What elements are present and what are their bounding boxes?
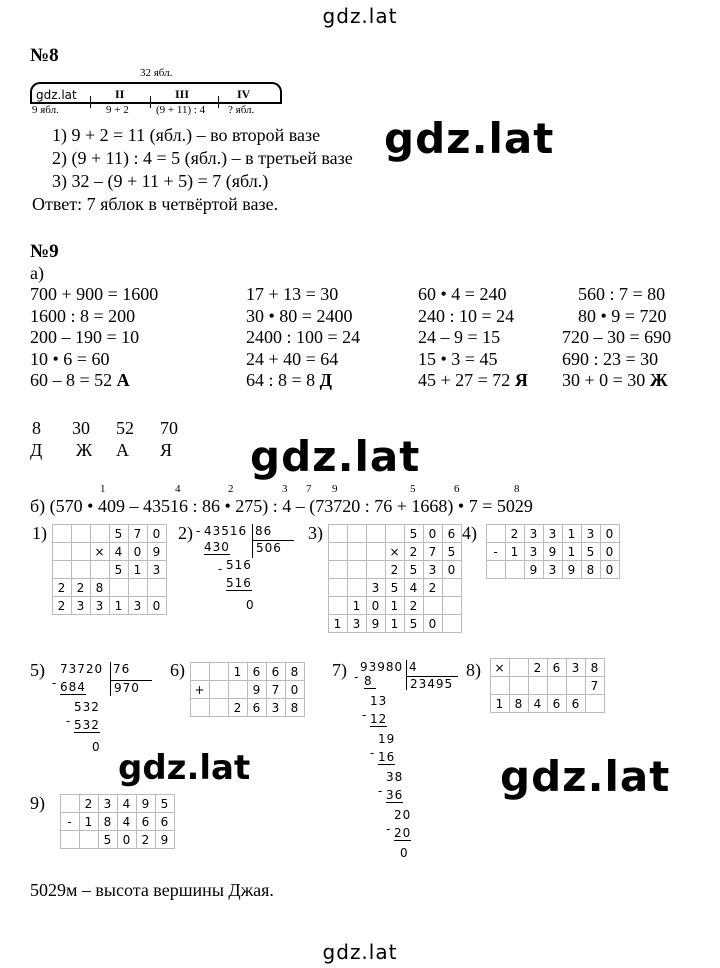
calc-6-grid: 1 6 6 8 + 9 7 0 2 6 3 8 <box>190 662 305 717</box>
decode-let-2: Ж <box>76 440 93 460</box>
task9-part-a: а) <box>30 263 44 283</box>
decode-let-4: Я <box>160 440 173 460</box>
diagram-tick-3 <box>218 96 219 108</box>
equations-col-4 <box>562 284 671 392</box>
eq-1-2: 1600 : 8 = 200 <box>30 305 136 326</box>
diagram-sub-1: 9 ябл. <box>32 104 59 116</box>
calc-3-grid: 5 0 6 × 2 7 5 2 5 3 0 3 5 4 2 1 0 1 2 1 3 9 1 5 0 <box>328 524 462 633</box>
label-6: 6) <box>170 660 185 680</box>
label-3: 3) <box>308 523 323 543</box>
decode-num-1: 8 <box>32 418 41 438</box>
eq-3-2: 240 : 10 = 24 <box>418 305 515 326</box>
order-1: 1 <box>100 483 106 495</box>
eq-3-letter: Я <box>514 370 528 390</box>
diagram-tick-1 <box>90 96 91 108</box>
calc-1-grid: 5 7 0 × 4 0 9 5 1 3 2 2 8 2 3 3 1 3 0 <box>52 524 167 615</box>
watermark-large-3: gdz.lat <box>118 748 251 788</box>
eq-4-2: 80 • 9 = 720 <box>578 305 667 326</box>
order-4: 4 <box>175 483 181 495</box>
diagram-seg-2: II <box>115 87 125 101</box>
label-5: 5) <box>30 660 45 680</box>
diagram-total: 32 ябл. <box>140 67 173 79</box>
watermark-large-4: gdz.lat <box>500 752 671 801</box>
diagram-tick-2 <box>150 96 151 108</box>
eq-3-3: 24 – 9 = 15 <box>418 327 501 347</box>
decode-num-2: 30 <box>72 418 90 438</box>
watermark-large-2: gdz.lat <box>250 432 421 481</box>
eq-2-1: 17 + 13 = 30 <box>246 284 339 304</box>
eq-4-4: 690 : 23 = 30 <box>562 348 659 369</box>
order-8: 8 <box>514 483 520 495</box>
label-4: 4) <box>462 523 477 543</box>
eq-4-letter: Ж <box>649 370 668 390</box>
watermark-top: gdz.lat <box>322 4 398 28</box>
label-2: 2) <box>178 523 193 543</box>
task8-line-1: 1) 9 + 2 = 11 (ябл.) – во второй вазе <box>52 125 321 145</box>
diagram-sub-4: ? ябл. <box>228 104 255 116</box>
diagram-sub-3: (9 + 11) : 4 <box>156 104 206 116</box>
order-5: 5 <box>410 483 416 495</box>
task9-title: №9 <box>30 241 59 262</box>
label-9: 9) <box>30 793 45 813</box>
watermark-large-1: gdz.lat <box>384 114 555 163</box>
decode-let-3: А <box>116 440 129 460</box>
calc-9-grid: 2 3 4 9 5 - 1 8 4 6 6 5 0 2 9 <box>60 794 175 849</box>
equations-col-2 <box>246 284 360 392</box>
task8-line-3: 3) 32 – (9 + 11 + 5) = 7 (ябл.) <box>52 171 269 191</box>
decode-num-4: 70 <box>160 418 178 438</box>
eq-2-2: 30 • 80 = 2400 <box>246 305 353 326</box>
calc-4-grid: 2 3 3 1 3 0 - 1 3 9 1 5 0 9 3 9 8 0 <box>486 524 620 579</box>
order-9: 9 <box>332 483 338 495</box>
equations-col-1 <box>30 284 158 392</box>
label-7: 7) <box>332 660 347 680</box>
eq-3-4: 15 • 3 = 45 <box>418 348 498 369</box>
diagram-sub-2: 9 + 2 <box>106 104 129 116</box>
task8-answer: Ответ: 7 яблок в четвёртой вазе. <box>32 194 279 214</box>
diagram-seg-3: III <box>175 87 190 101</box>
order-2: 2 <box>228 483 234 495</box>
eq-4-3: 720 – 30 = 690 <box>562 327 672 347</box>
diagram-seg-1: gdz.lat <box>36 88 77 102</box>
eq-1-3: 200 – 190 = 10 <box>30 327 140 347</box>
eq-2-3: 2400 : 100 = 24 <box>246 327 361 347</box>
task8-title: №8 <box>30 45 59 66</box>
conclusion: 5029м – высота вершины Джая. <box>30 880 274 900</box>
eq-2-letter: Д <box>319 370 333 390</box>
task8-line-2: 2) (9 + 11) : 4 = 5 (ябл.) – в третьей вазе <box>52 148 353 168</box>
eq-1-letter: А <box>116 370 130 390</box>
eq-3-1: 60 • 4 = 240 <box>418 284 507 304</box>
eq-2-4: 24 + 40 = 64 <box>246 348 339 369</box>
eq-4-5: 30 + 0 = 30 <box>562 370 650 390</box>
label-1: 1) <box>32 523 47 543</box>
eq-3-5: 45 + 27 = 72 <box>418 370 515 390</box>
eq-1-1: 700 + 900 = 1600 <box>30 284 159 304</box>
eq-4-1: 560 : 7 = 80 <box>578 284 666 304</box>
order-7: 7 <box>306 483 312 495</box>
equations-col-3 <box>418 284 528 392</box>
eq-1-4: 10 • 6 = 60 <box>30 348 110 369</box>
decode-num-3: 52 <box>116 418 134 438</box>
order-3: 3 <box>282 483 288 495</box>
calc-8-grid: × 2 6 3 8 7 1 8 4 6 6 <box>490 658 605 713</box>
eq-1-5: 60 – 8 = 52 <box>30 370 117 390</box>
order-6: 6 <box>454 483 460 495</box>
label-8: 8) <box>466 660 481 680</box>
decode-let-1: Д <box>30 440 43 460</box>
diagram-seg-4: IV <box>237 87 251 101</box>
watermark-bottom: gdz.lat <box>322 940 398 964</box>
part-b-expression: б) (570 • 409 – 43516 : 86 • 275) : 4 – (73720 : 76 + 1668) • 7 = 5029 <box>30 496 533 516</box>
eq-2-5: 64 : 8 = 8 <box>246 370 320 390</box>
